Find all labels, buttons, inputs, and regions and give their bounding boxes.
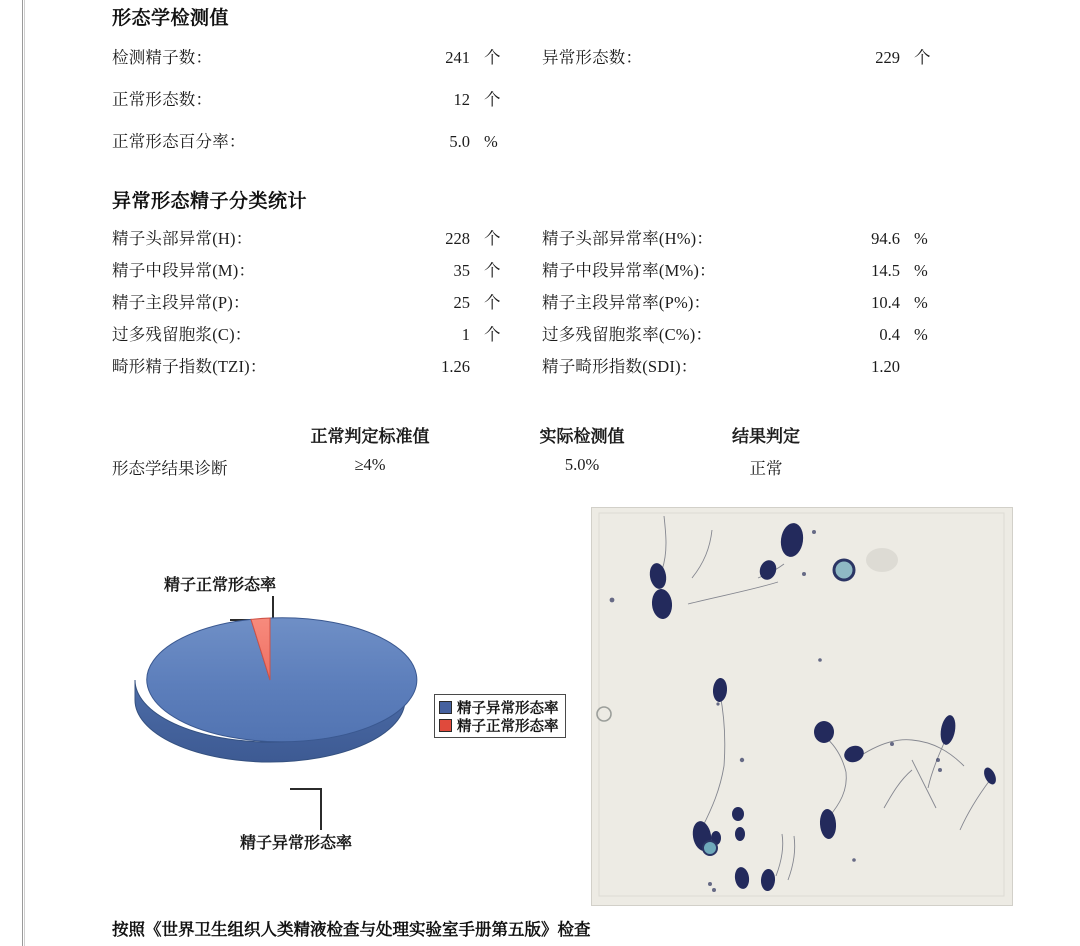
legend-label: 精子正常形态率	[457, 718, 559, 735]
legend-swatch-abnormal-icon	[439, 701, 452, 714]
field-value: 228	[445, 229, 470, 248]
field-label: 正常形态数：	[112, 90, 213, 109]
field-unit: %	[914, 293, 928, 312]
field-label: 精子主段异常(P)：	[112, 293, 250, 312]
field-value: 0.4	[879, 325, 900, 344]
field-unit: 个	[484, 48, 501, 67]
microscopy-image[interactable]	[592, 508, 1012, 905]
diagnosis-row-label: 形态学结果诊断	[112, 459, 228, 478]
diagnosis-result-value: 正常	[749, 459, 783, 478]
field-label: 过多残留胞浆(C)：	[112, 325, 252, 344]
field-unit: 个	[484, 229, 501, 248]
field-unit: 个	[484, 293, 501, 312]
field-label: 精子主段异常率(P%)：	[542, 293, 711, 312]
legend-entry-abnormal[interactable]	[439, 698, 559, 716]
field-label: 正常形态百分率：	[112, 132, 246, 151]
field-value: 35	[453, 261, 470, 280]
pie-chart-svg	[120, 560, 420, 820]
field-label: 畸形精子指数(TZI)：	[112, 357, 267, 376]
field-label: 精子畸形指数(SDI)：	[542, 357, 698, 376]
field-value: 229	[875, 48, 900, 67]
diagnosis-header-measured: 实际检测值	[539, 427, 625, 446]
field-unit: 个	[914, 48, 931, 67]
field-unit: %	[914, 325, 928, 344]
field-value: 25	[453, 293, 470, 312]
field-label: 精子头部异常(H)：	[112, 229, 253, 248]
microscopy-svg	[592, 508, 1012, 905]
page-edge-rule-secondary	[24, 0, 25, 946]
pie-chart	[120, 560, 420, 820]
legend-label: 精子异常形态率	[457, 700, 559, 717]
field-value: 10.4	[871, 293, 900, 312]
legend-swatch-normal-icon	[439, 719, 452, 732]
field-unit: %	[484, 132, 498, 151]
field-value: 14.5	[871, 261, 900, 280]
field-value: 241	[445, 48, 470, 67]
pie-slice-abnormal[interactable]	[147, 618, 417, 742]
field-value: 12	[453, 90, 470, 109]
field-unit: %	[914, 261, 928, 280]
pie-callout-abnormal-label: 精子异常形态率	[240, 835, 353, 852]
field-label: 检测精子数：	[112, 48, 213, 67]
field-label: 精子中段异常率(M%)：	[542, 261, 716, 280]
field-unit: %	[914, 229, 928, 248]
section-title-morphology: 形态学检测值	[112, 8, 230, 29]
field-value: 94.6	[871, 229, 900, 248]
pie-chart-legend	[434, 694, 566, 738]
footer-note: 按照《世界卫生组织人类精液检查与处理实验室手册第五版》检查	[112, 921, 591, 939]
field-value: 1.26	[441, 357, 470, 376]
diagnosis-header-result: 结果判定	[732, 427, 800, 446]
field-label: 精子中段异常(M)：	[112, 261, 256, 280]
page-edge-rule	[22, 0, 23, 946]
diagnosis-standard-value: ≥4%	[354, 455, 386, 474]
field-value: 1	[461, 325, 470, 344]
section-title-classification: 异常形态精子分类统计	[112, 191, 308, 212]
diagnosis-header-standard: 正常判定标准值	[310, 427, 430, 446]
field-value: 1.20	[871, 357, 900, 376]
pie-leader-line-abnormal	[320, 788, 322, 830]
pie-leader-line-abnormal-horizontal	[290, 788, 322, 790]
field-value: 5.0	[449, 132, 470, 151]
legend-entry-normal[interactable]	[439, 716, 559, 734]
diagnosis-measured-value: 5.0%	[564, 455, 600, 474]
field-label: 异常形态数：	[542, 48, 643, 67]
field-label: 过多残留胞浆率(C%)：	[542, 325, 713, 344]
field-unit: 个	[484, 90, 501, 109]
field-label: 精子头部异常率(H%)：	[542, 229, 714, 248]
field-unit: 个	[484, 261, 501, 280]
field-unit: 个	[484, 325, 501, 344]
pie-callout-normal-label: 精子正常形态率	[164, 577, 277, 594]
